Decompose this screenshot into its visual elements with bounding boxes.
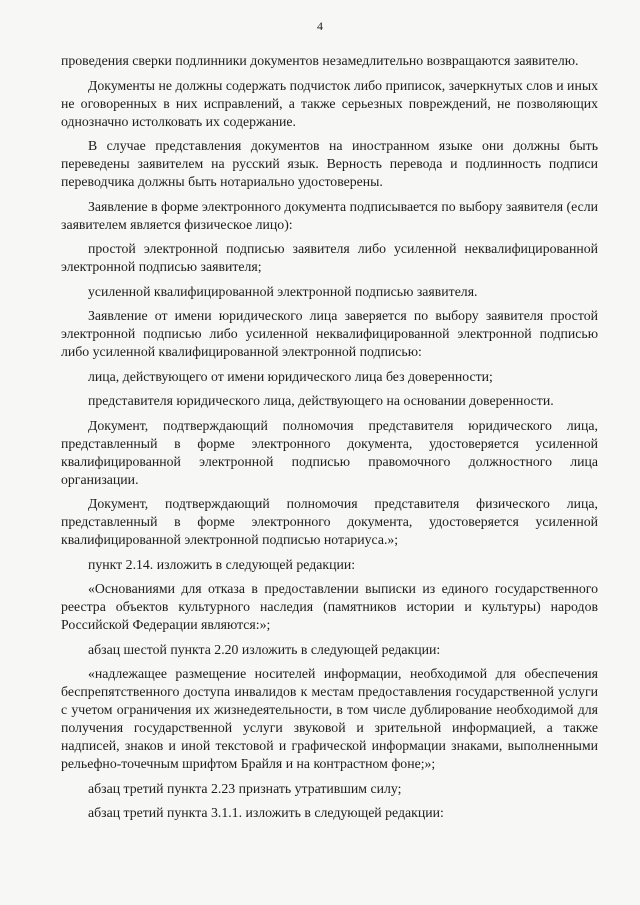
paragraph: «надлежащее размещение носителей информации, необходимой для обеспечения беспрепятственного доступа инвалидов к местам предоставления государственной услуги с учетом ограничения их жизнедеятельности, в том числе дублирование необходимой для получения государственной услуги звуковой и зрительной информацией, а также надписей, знаков и иной текстовой и графической информации знаками, выполненными рельефно-точечным шрифтом Брайля и на контрастном фоне;»; bbox=[61, 666, 598, 771]
paragraph: Документы не должны содержать подчисток либо приписок, зачеркнутых слов и иных не оговоренных в них исправлений, а также серьезных повреждений, не позволяющих однозначно истолковать их содержание. bbox=[61, 77, 598, 129]
paragraph: абзац шестой пункта 2.20 изложить в следующей редакции: bbox=[88, 641, 441, 657]
paragraph: Документ, подтверждающий полномочия представителя физического лица, представленный в форме электронного документа, удостоверяется усиленной квалифицированной электронной подписью нотариуса.»; bbox=[61, 496, 598, 547]
paragraph: В случае представления документов на иностранном языке они должны быть переведены заявителем на русский язык. Верность перевода и подлинность подписи переводчика должны быть нотариально удостоверены. bbox=[61, 138, 598, 189]
paragraph: простой электронной подписью заявителя либо усиленной неквалифицированной электронной подписью заявителя; bbox=[61, 241, 598, 274]
paragraph: абзац третий пункта 3.1.1. изложить в следующей редакции: bbox=[88, 805, 444, 820]
paragraph: «Основаниями для отказа в предоставлении выписки из единого государственного реестра объектов культурного наследия (памятников истории и культуры) народов Российской Федерации являются:»; bbox=[61, 581, 598, 632]
paragraph: усиленной квалифицированной электронной подписью заявителя. bbox=[88, 283, 478, 299]
paragraph: абзац третий пункта 2.23 признать утратившим силу; bbox=[88, 780, 402, 796]
document-body bbox=[61, 52, 598, 829]
paragraph: Заявление в форме электронного документа подписывается по выбору заявителя (если заявителем является физическое лицо): bbox=[61, 198, 598, 232]
paragraph: лица, действующего от имени юридического лица без доверенности; bbox=[88, 368, 493, 384]
paragraph: пункт 2.14. изложить в следующей редакции: bbox=[88, 556, 356, 572]
paragraph: представителя юридического лица, действующего на основании доверенности. bbox=[88, 393, 554, 408]
paragraph: Заявление от имени юридического лица заверяется по выбору заявителя простой электронной подписью либо усиленной неквалифицированной электронной подписью либо усиленной квалифицированной электронной подписью: bbox=[61, 308, 598, 359]
page-number: 4 bbox=[317, 19, 323, 33]
paragraph: Документ, подтверждающий полномочия представителя юридического лица, представленный в форме электронного документа, удостоверяется усиленной квалифицированной электронной подписью правомочного должностного лица организации. bbox=[61, 417, 598, 487]
paragraph: проведения сверки подлинники документов незамедлительно возвращаются заявителю. bbox=[61, 53, 579, 68]
